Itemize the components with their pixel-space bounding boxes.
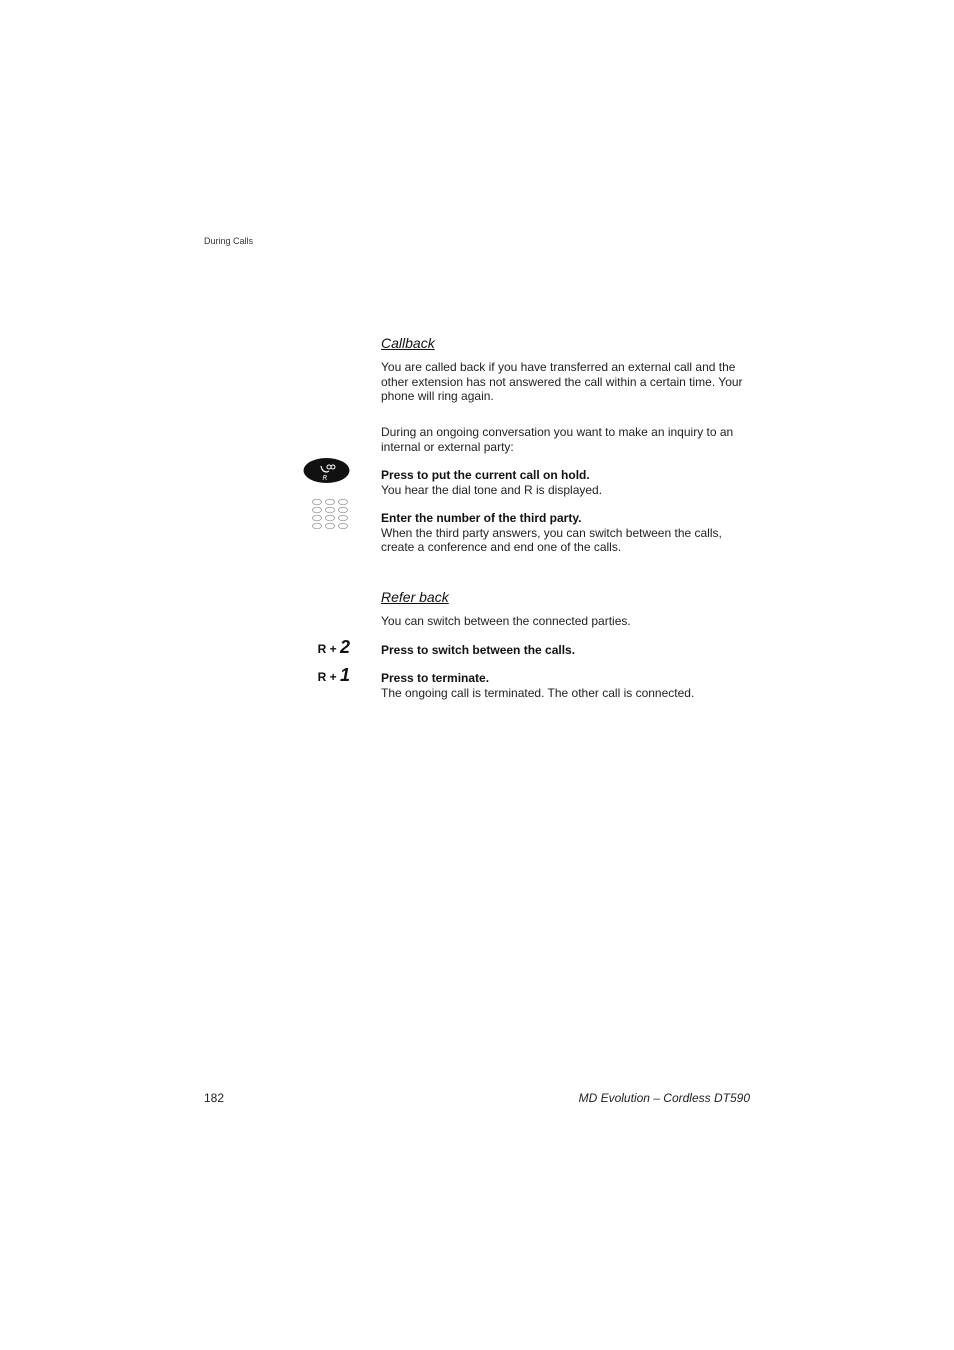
key-combo-number: 1 [339, 665, 350, 685]
inquiry-intro: During an ongoing conversation you want to make an inquiry to an internal or external party: [381, 425, 734, 454]
refer-back-step-2-instruction: Press to terminate. [381, 671, 490, 685]
key-combo-r-1 [300, 665, 350, 686]
key-combo-r-2 [300, 637, 350, 658]
inquiry-step-2-note: When the third party answers, you can switch between the calls, create a conference and end one of the calls. [381, 525, 722, 554]
inquiry-step-1-note: You hear the dial tone and R is displayed. [381, 482, 603, 497]
keypad-icon [310, 498, 352, 535]
refer-back-step-2-note: The ongoing call is terminated. The other call is connected. [381, 685, 695, 700]
inquiry-step-1-instruction: Press to put the current call on hold. [381, 468, 590, 482]
refer-back-step-1-instruction: Press to switch between the calls. [381, 643, 576, 657]
section-title-refer-back: Refer back [381, 589, 449, 605]
refer-back-step-2 [381, 671, 756, 700]
key-combo-prefix: R + [317, 670, 337, 684]
document-title: MD Evolution – Cordless DT590 [578, 1091, 750, 1105]
refer-back-step-1 [381, 643, 756, 658]
refer-back-intro: You can switch between the connected parties. [381, 614, 631, 628]
svg-text:R: R [322, 474, 328, 482]
hold-key-icon [303, 457, 350, 489]
running-header: During Calls [204, 236, 254, 246]
inquiry-step-2-instruction: Enter the number of the third party. [381, 511, 582, 525]
key-combo-number: 2 [339, 637, 350, 657]
section-title-callback: Callback [381, 335, 435, 351]
page-number: 182 [204, 1091, 225, 1105]
inquiry-step-1 [381, 468, 756, 497]
inquiry-step-2 [381, 511, 756, 555]
callback-intro: You are called back if you have transferred an external call and the other extension has not answered the call within a certain time. Your phone will ring again. [381, 360, 743, 403]
key-combo-prefix: R + [317, 642, 337, 656]
